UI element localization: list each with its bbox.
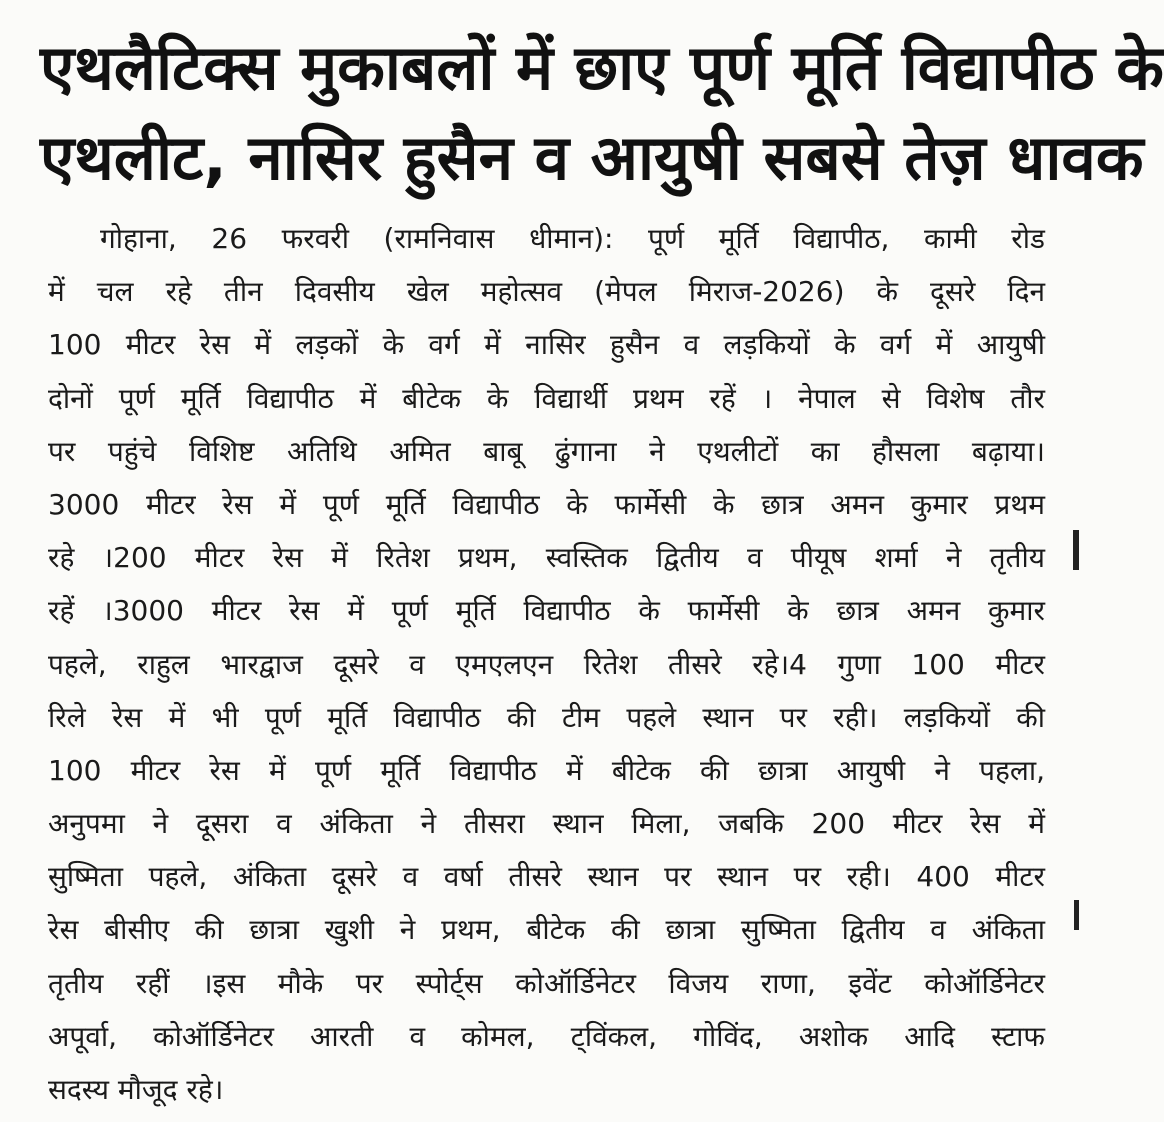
body-line: में चल रहे तीन दिवसीय खेल महोत्सव (मेपल मिराज-2026) के दूसरे दिन [48, 275, 1045, 309]
adjacent-column-edge [1074, 900, 1079, 930]
body-line: सदस्य मौजूद रहे। [48, 1073, 224, 1106]
headline-line-2: एथलीट, नासिर हुसैन व आयुषी सबसे तेज़ धावक [40, 121, 1144, 194]
body-line: सुष्मिता पहले, अंकिता दूसरे व वर्षा तीसरे स्थान पर स्थान पर रही। 400 मीटर [48, 860, 1045, 894]
body-line: रिले रेस में भी पूर्ण मूर्ति विद्यापीठ की टीम पहले स्थान पर रही। लड़कियों की [48, 700, 1045, 734]
body-line: रहे ।200 मीटर रेस में रितेश प्रथम, स्वस्तिक द्वितीय व पीयूष शर्मा ने तृतीय [48, 541, 1045, 575]
body-line: 100 मीटर रेस में लड़कों के वर्ग में नासिर हुसैन व लड़कियों के वर्ग में आयुषी [48, 328, 1045, 362]
headline-line-1: एथलैटिक्स मुकाबलों में छाए पूर्ण मूर्ति विद्यापीठ के [40, 31, 1164, 104]
body-line: पर पहुंचे विशिष्ट अतिथि अमित बाबू ढुंगाना ने एथलीटों का हौसला बढ़ाया। [48, 434, 1045, 468]
body-line: 3000 मीटर रेस में पूर्ण मूर्ति विद्यापीठ के फार्मेसी के छात्र अमन कुमार प्रथम [48, 487, 1045, 521]
body-line: रेस बीसीए की छात्रा खुशी ने प्रथम, बीटेक की छात्रा सुष्मिता द्वितीय व अंकिता [48, 913, 1045, 947]
body-line: गोहाना, 26 फरवरी (रामनिवास धीमान): पूर्ण मूर्ति विद्यापीठ, कामी रोड [100, 222, 1045, 255]
body-line: पहले, राहुल भारद्वाज दूसरे व एमएलएन रितेश तीसरे रहे।4 गुणा 100 मीटर [48, 647, 1045, 681]
body-line: अनुपमा ने दूसरा व अंकिता ने तीसरा स्थान मिला, जबकि 200 मीटर रेस में [48, 807, 1045, 841]
body-line: दोनों पूर्ण मूर्ति विद्यापीठ में बीटेक के विद्यार्थी प्रथम रहें । नेपाल से विशेष तौर [48, 381, 1045, 415]
body-line: रहें ।3000 मीटर रेस में पूर्ण मूर्ति विद्यापीठ के फार्मेसी के छात्र अमन कुमार [48, 594, 1045, 628]
adjacent-column-edge [1073, 530, 1079, 570]
article-body [48, 212, 1045, 1116]
body-line: अपूर्वा, कोऑर्डिनेटर आरती व कोमल, ट्विंकल, गोविंद, अशोक आदि स्टाफ [48, 1019, 1045, 1053]
body-line: तृतीय रहीं ।इस मौके पर स्पोर्ट्स कोऑर्डिनेटर विजय राणा, इवेंट कोऑर्डिनेटर [48, 966, 1045, 1000]
body-line: 100 मीटर रेस में पूर्ण मूर्ति विद्यापीठ में बीटेक की छात्रा आयुषी ने पहला, [48, 753, 1045, 787]
